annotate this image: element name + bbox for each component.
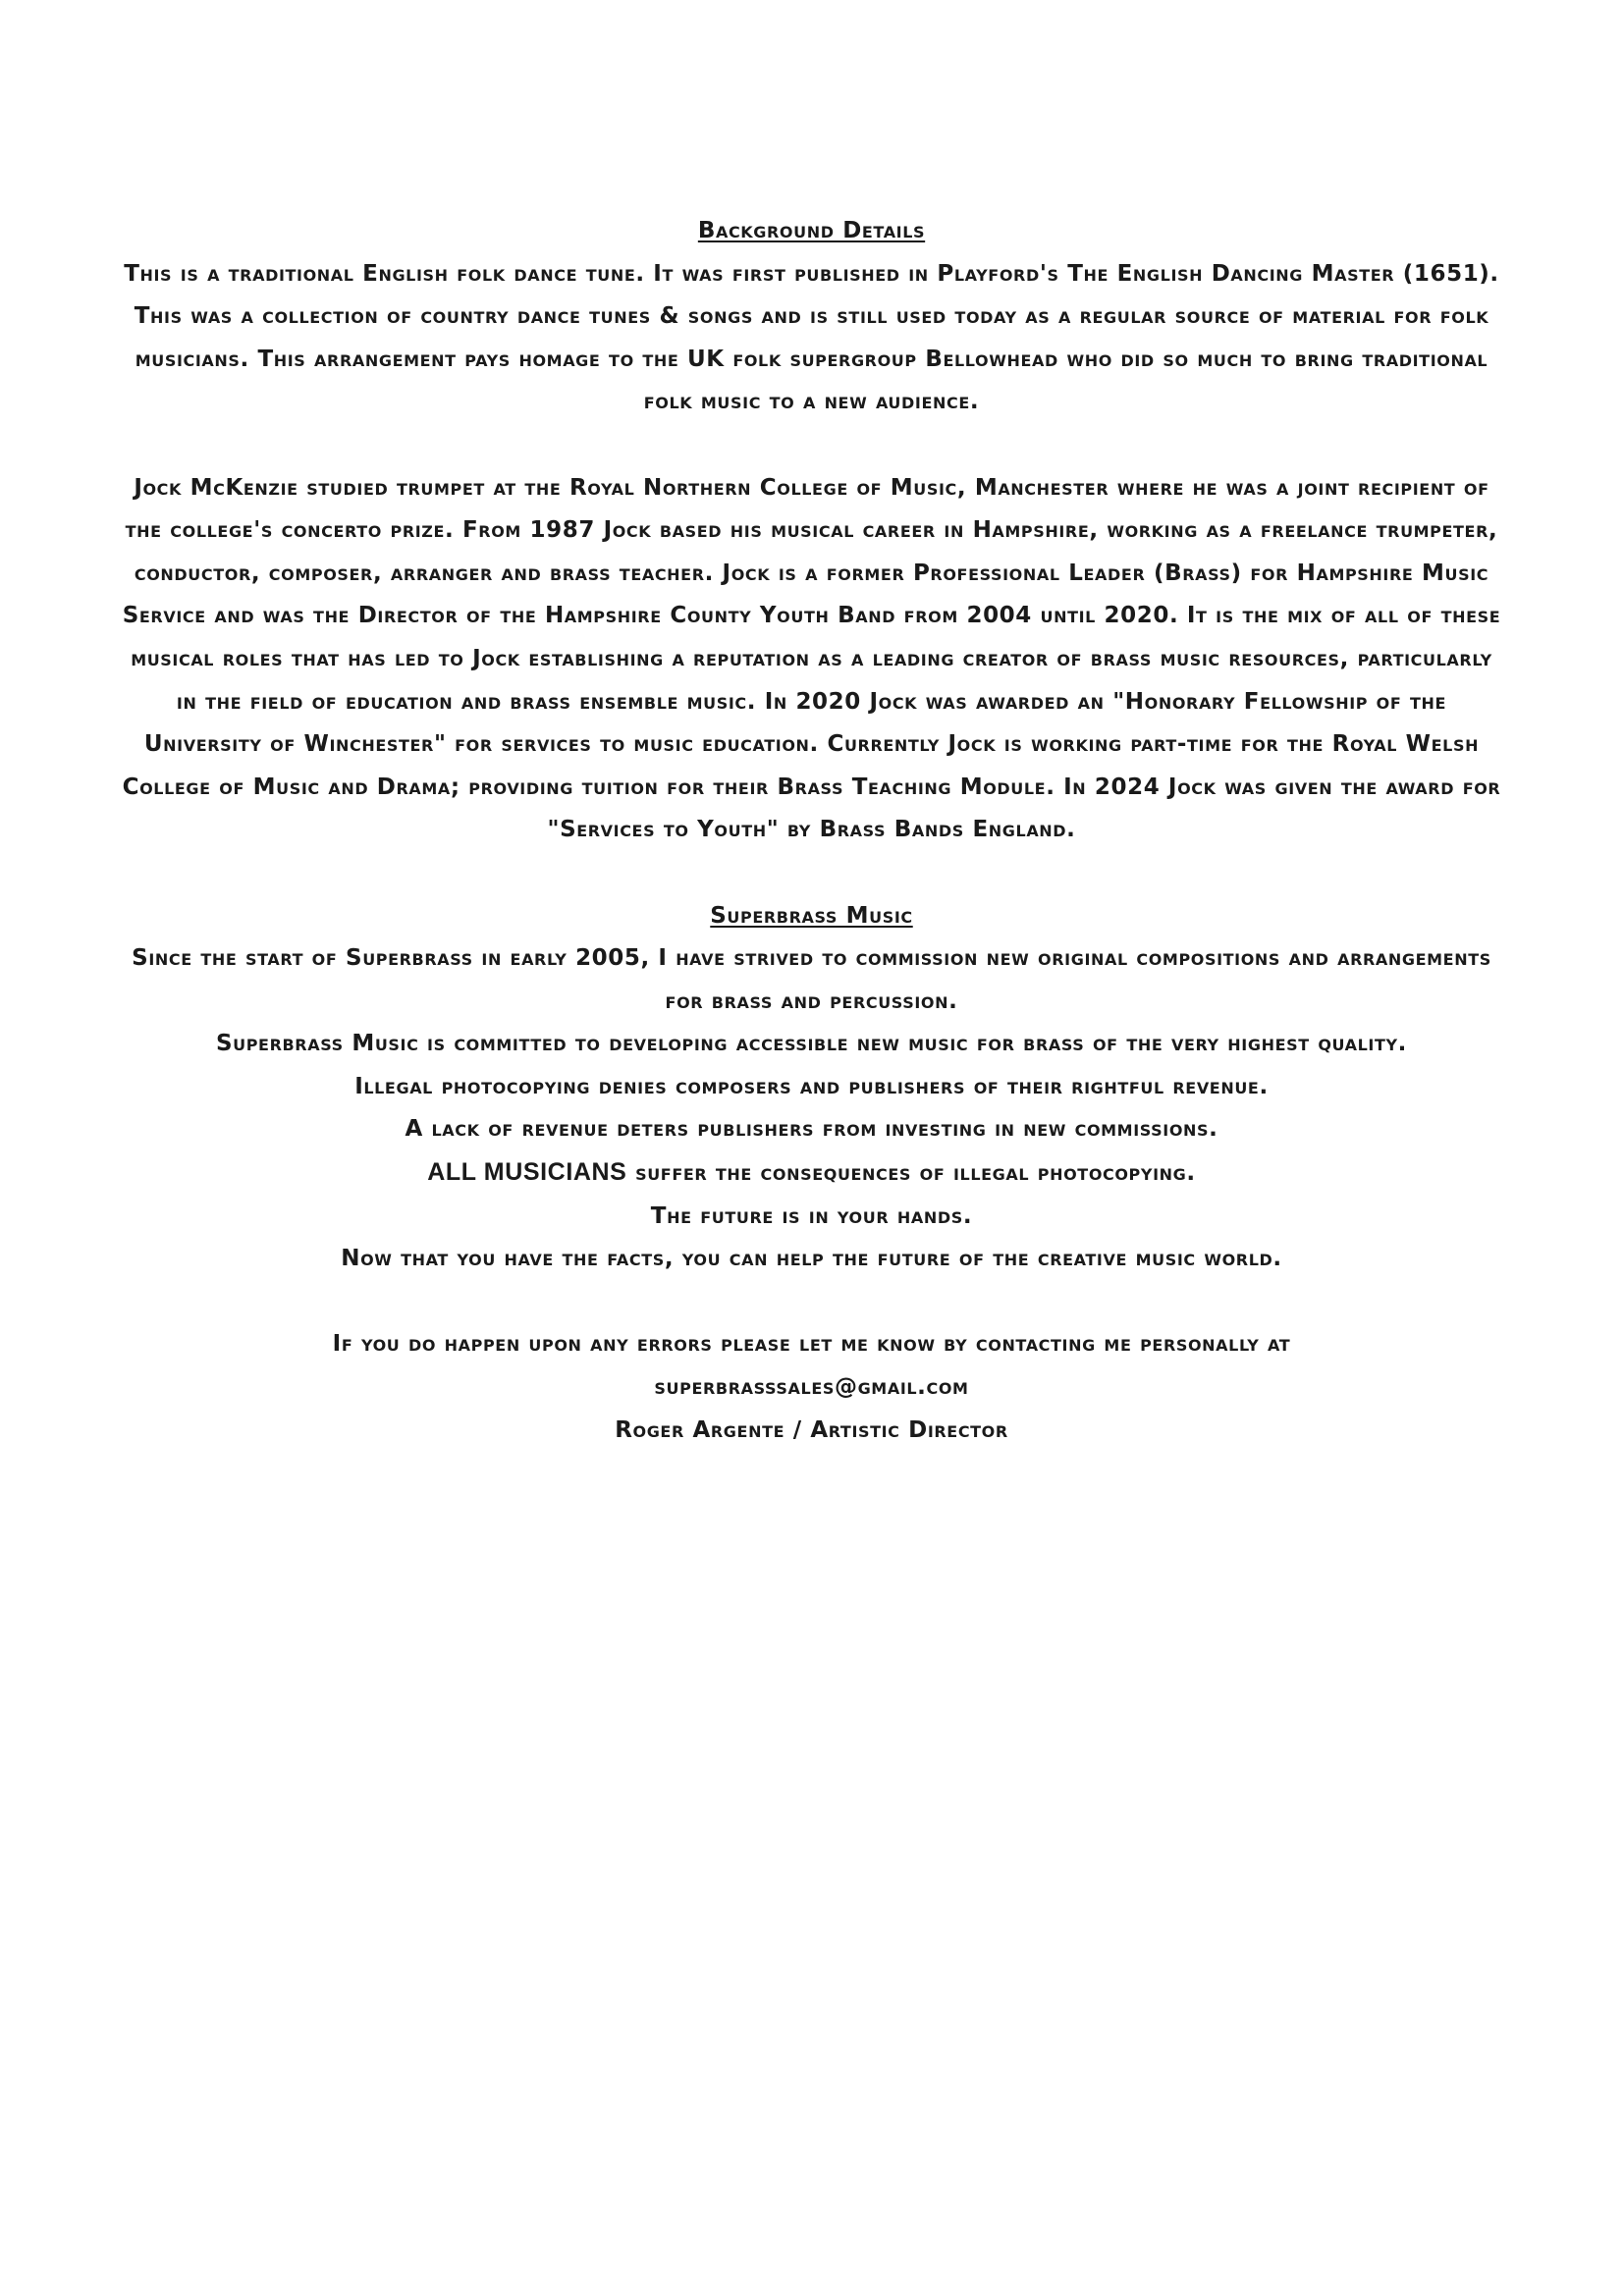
all-musicians-emphasis: ALL MUSICIANS — [427, 1158, 627, 1187]
photocopy-line-3 — [118, 1151, 1505, 1196]
background-text: This is a traditional English folk dance tune. It was first published in Playford's The English Dancing Master (1651). This was a collection of country dance tunes & songs and is still used today as a regular source of material for folk musicians. This arrangement pays homage to the UK folk supergroup Bellowhead who did so much to bring traditional folk music to a new audience. — [124, 260, 1499, 415]
photocopy-line-3-rest: suffer the consequences of illegal photocopying. — [626, 1160, 1196, 1187]
spacer — [118, 852, 1505, 895]
background-heading: Background Details — [697, 218, 926, 243]
photocopy-line-1: Illegal photocopying denies composers and publishers of their rightful revenue. — [354, 1073, 1269, 1099]
contact-email[interactable]: superbrasssales@gmail.com — [654, 1374, 969, 1401]
superbrass-commitment: Superbrass Music is committed to developing accessible new music for brass of the very highest quality. — [215, 1031, 1408, 1057]
future-line: The future is in your hands. — [650, 1202, 973, 1229]
biography-section — [118, 467, 1505, 852]
superbrass-intro: Since the start of Superbrass in early 2005, I have strived to commission new original compositions and arrangements for brass and percussion. — [132, 945, 1491, 1014]
facts-line: Now that you have the facts, you can help the future of the creative music world. — [341, 1246, 1282, 1272]
superbrass-section — [118, 895, 1505, 1281]
background-section — [118, 210, 1505, 424]
superbrass-heading: Superbrass Music — [710, 902, 913, 929]
info-page — [118, 210, 1505, 1452]
photocopy-line-2: A lack of revenue deters publishers from investing in new commissions. — [405, 1116, 1218, 1143]
spacer — [118, 1281, 1505, 1324]
biography-text: Jock McKenzie studied trumpet at the Royal Northern College of Music, Manchester where he was a joint recipient of the college's concerto prize. From 1987 Jock based his musical career in Hampshire, working as a freelance trumpeter, conductor, composer, arranger and brass teacher. Jock is a former Professional Leader (Brass) for Hampshire Music Service and was the Director of the Hampshire County Youth Band from 2004 until 2020. It is the mix of all of these musical roles that has led to Jock establishing a reputation as a leading creator of brass music resources, particularly in the field of education and brass ensemble music. In 2020 Jock was awarded an "Honorary Fellowship of the University of Winchester" for services to music education. Currently Jock is working part-time for the Royal Welsh College of Music and Drama; providing tuition for their Brass Teaching Module. In 2024 Jock was given the award for "Services to Youth" by Brass Bands England. — [122, 474, 1501, 843]
spacer — [118, 424, 1505, 467]
signature: Roger Argente / Artistic Director — [615, 1416, 1008, 1443]
contact-section — [118, 1323, 1505, 1452]
errors-line: If you do happen upon any errors please let me know by contacting me personally at — [332, 1331, 1291, 1358]
